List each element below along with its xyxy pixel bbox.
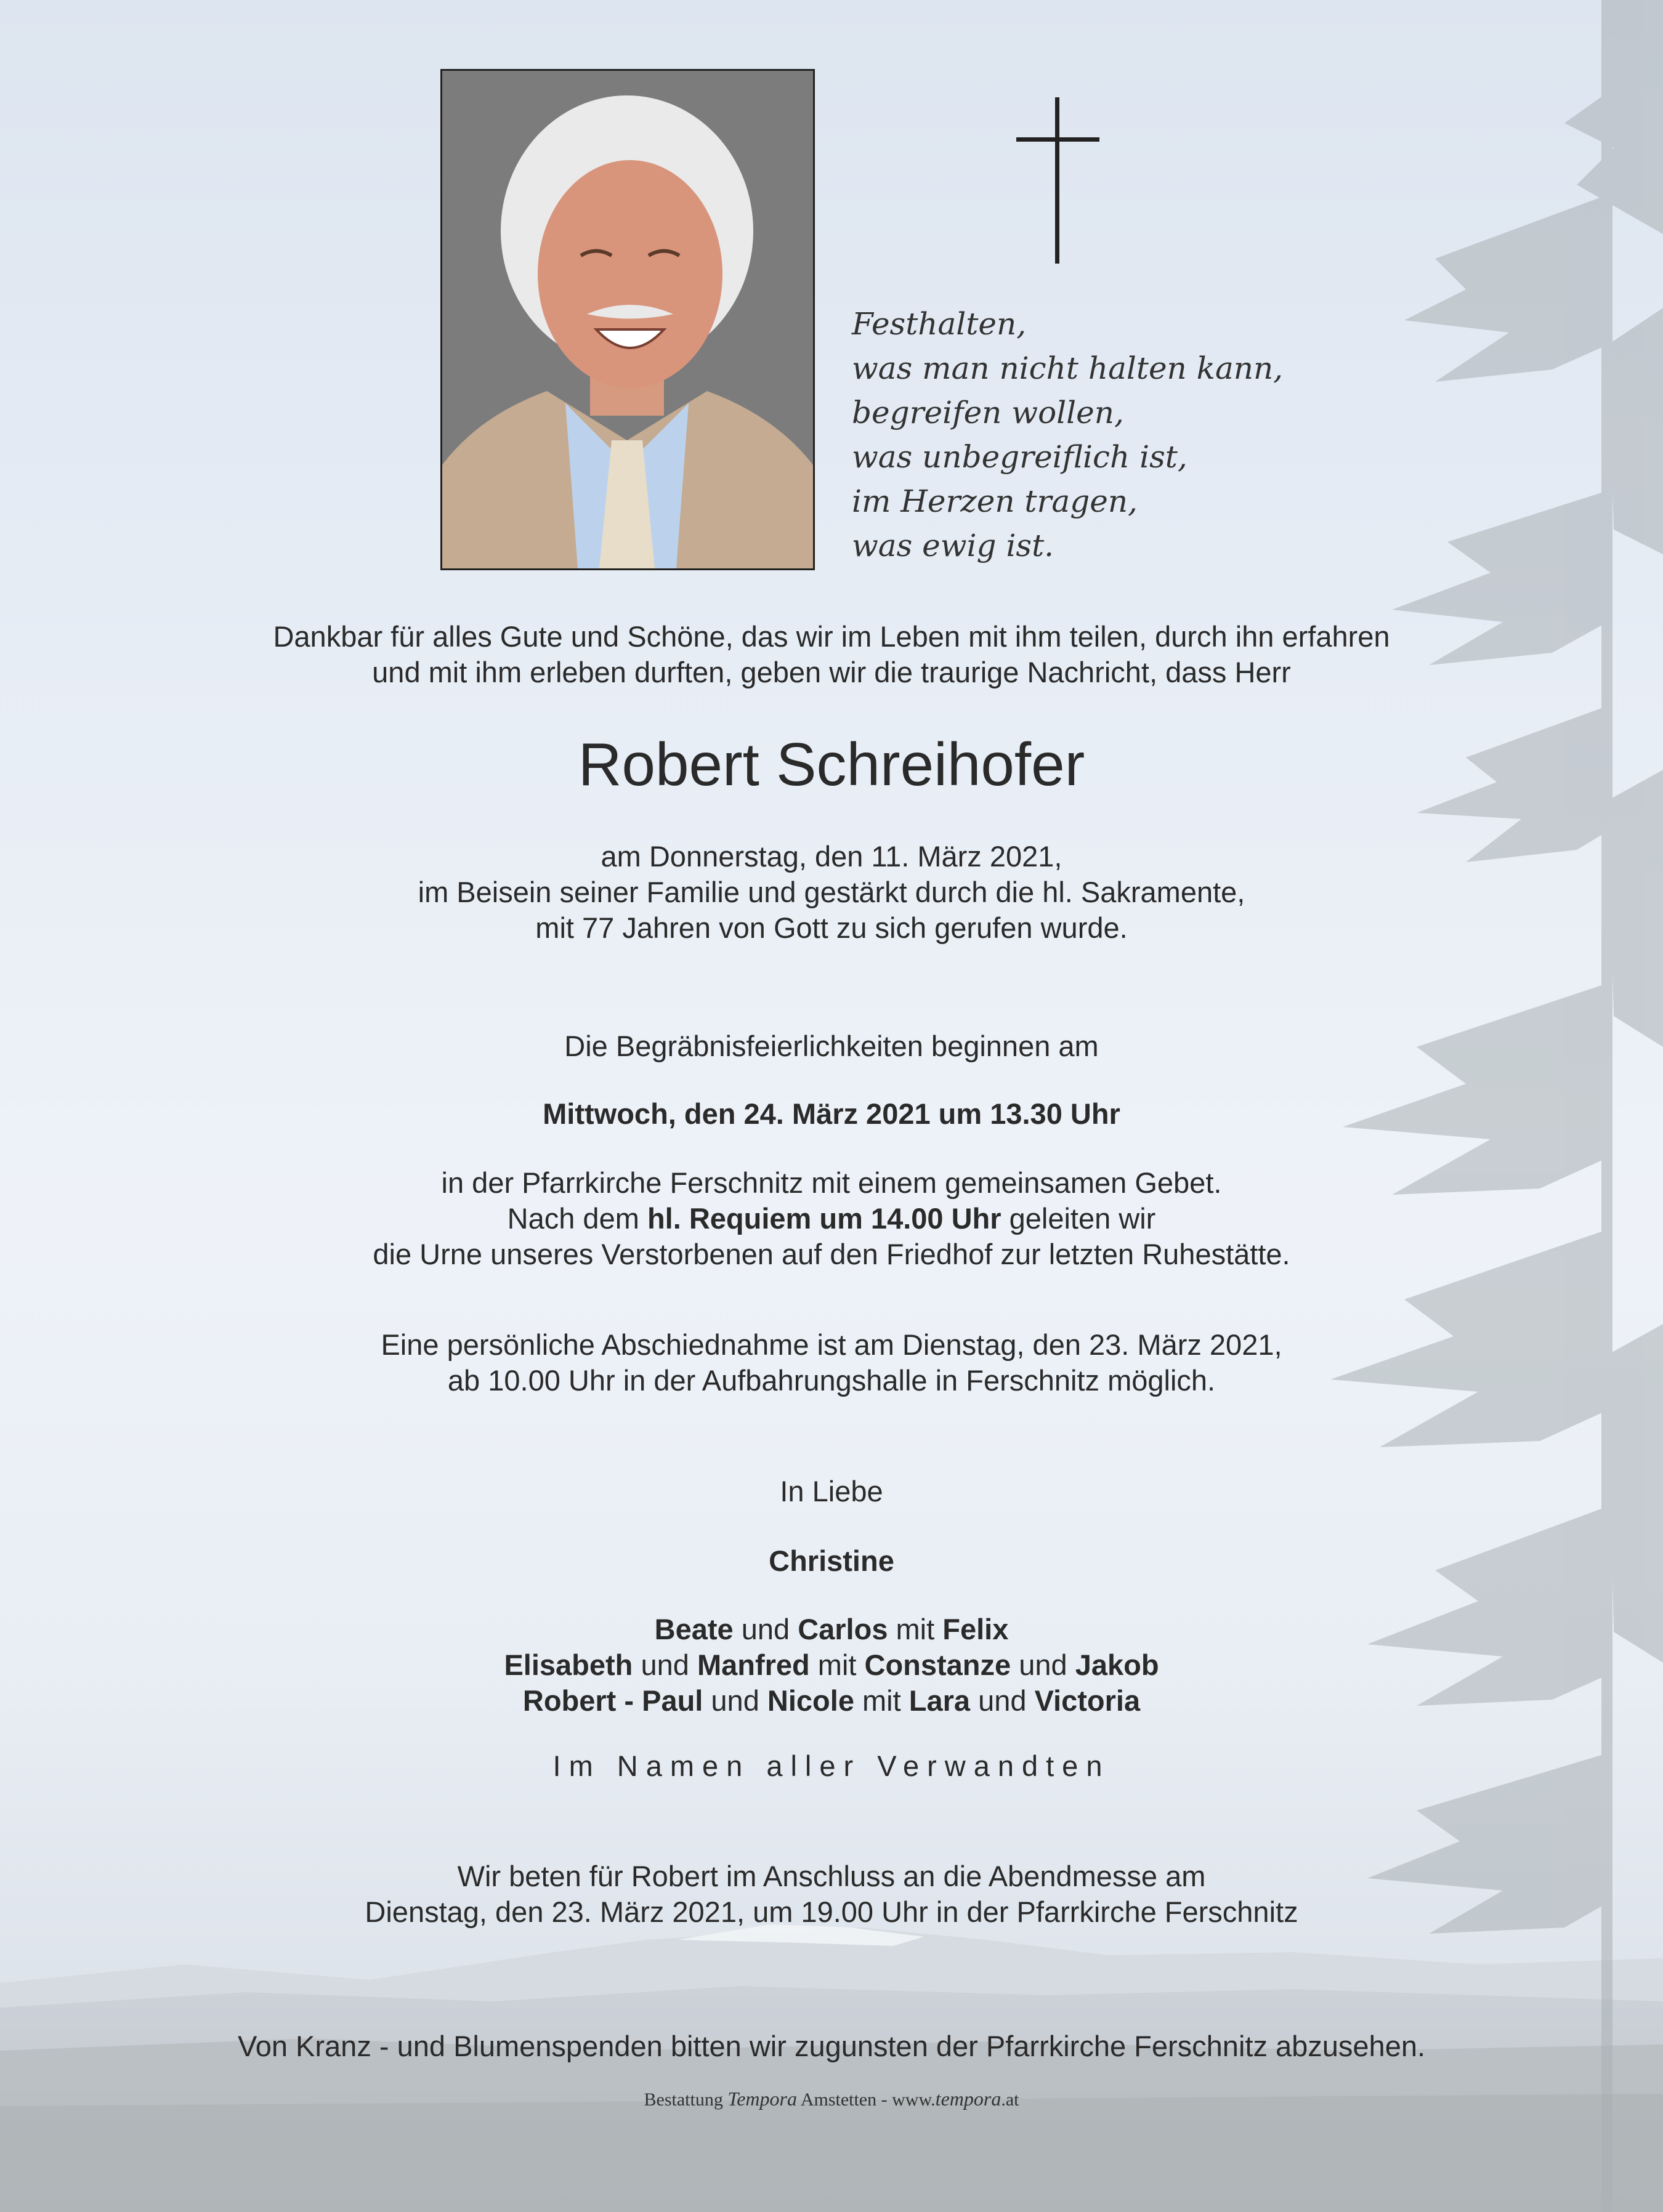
- farewell-line: ab 10.00 Uhr in der Aufbahrungshalle in Ferschnitz möglich.: [447, 1364, 1216, 1397]
- poem-line: was ewig ist.: [852, 528, 1054, 563]
- intro-text: [154, 619, 1509, 690]
- poem-line: was unbegreiflich ist,: [852, 439, 1188, 475]
- funeral-line: [154, 1201, 1509, 1237]
- footer-text: Amstetten - www.: [796, 2089, 936, 2110]
- poem-line: im Herzen tragen,: [852, 483, 1138, 519]
- farewell-line: Eine persönliche Abschiednahme ist am Dienstag, den 23. März 2021,: [381, 1328, 1282, 1361]
- cross-icon: [1016, 97, 1103, 264]
- family-list: [154, 1612, 1509, 1719]
- death-line: mit 77 Jahren von Gott zu sich gerufen wurde.: [535, 911, 1128, 944]
- prayer-line: Wir beten für Robert im Anschluss an die Abendmesse am: [457, 1860, 1206, 1892]
- family-row: Robert - Paul und Nicole mit Lara und Victoria: [522, 1684, 1141, 1717]
- funeral-details: [154, 1165, 1509, 1272]
- poem-line: begreifen wollen,: [852, 395, 1124, 430]
- family-row: Beate und Carlos mit Felix: [654, 1613, 1009, 1645]
- footer-text: .at: [1001, 2089, 1019, 2110]
- requiem-time: hl. Requiem um 14.00 Uhr: [647, 1202, 1001, 1235]
- flowers-notice: Von Kranz - und Blumenspenden bitten wir zugunsten der Pfarrkirche Ferschnitz abzusehen.: [237, 2030, 1426, 2062]
- brand-logo-text: Tempora: [727, 2088, 797, 2110]
- funeral-line: die Urne unseres Verstorbenen auf den Friedhof zur letzten Ruhestätte.: [373, 1238, 1290, 1270]
- funeral-date: Mittwoch, den 24. März 2021 um 13.30 Uhr: [543, 1097, 1120, 1130]
- website-link[interactable]: tempora: [935, 2088, 1001, 2110]
- death-notice: [154, 839, 1509, 946]
- poem-line: Festhalten,: [852, 306, 1027, 342]
- funeral-line2-post: geleiten wir: [1001, 1202, 1156, 1235]
- funeral-line2-pre: Nach dem: [507, 1202, 647, 1235]
- death-line: am Donnerstag, den 11. März 2021,: [601, 840, 1062, 873]
- funeral-home-footer: [0, 2088, 1663, 2110]
- funeral-intro: Die Begräbnisfeierlichkeiten beginnen am: [564, 1030, 1099, 1062]
- portrait-illustration: [442, 71, 813, 568]
- poem-line: was man nicht halten kann,: [852, 350, 1284, 386]
- prayer-line: Dienstag, den 23. März 2021, um 19.00 Uhr in der Pfarrkirche Ferschnitz: [365, 1895, 1298, 1928]
- memorial-poem: [852, 302, 1406, 568]
- widow-name: Christine: [769, 1544, 894, 1577]
- family-row: Elisabeth und Manfred mit Constanze und Jakob: [504, 1649, 1159, 1681]
- deceased-name: Robert Schreihofer: [578, 730, 1085, 798]
- funeral-line: in der Pfarrkirche Ferschnitz mit einem gemeinsamen Gebet.: [441, 1166, 1222, 1199]
- farewell-notice: [154, 1327, 1509, 1399]
- relatives-line: Im Namen aller Verwandten: [552, 1750, 1111, 1782]
- death-line: im Beisein seiner Familie und gestärkt durch die hl. Sakramente,: [418, 876, 1245, 908]
- in-love-label: In Liebe: [780, 1475, 883, 1508]
- intro-line: und mit ihm erleben durften, geben wir die traurige Nachricht, dass Herr: [372, 656, 1291, 688]
- prayer-notice: [154, 1859, 1509, 1930]
- intro-line: Dankbar für alles Gute und Schöne, das wir im Leben mit ihm teilen, durch ihn erfahren: [273, 620, 1390, 653]
- footer-text: Bestattung: [644, 2089, 728, 2110]
- portrait-photo: [440, 69, 815, 570]
